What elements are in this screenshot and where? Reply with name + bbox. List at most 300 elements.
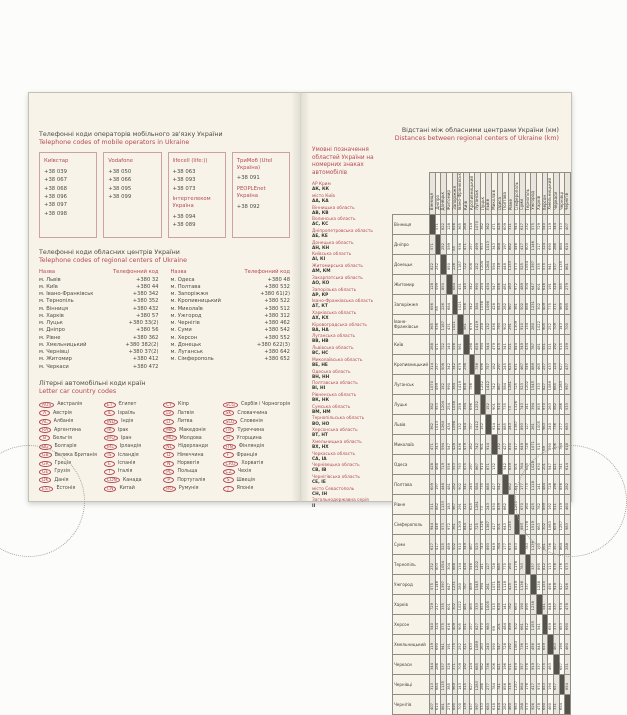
car-country-name: Румунія	[178, 486, 199, 492]
distance-value: 1176	[514, 560, 519, 571]
distance-value: 684	[452, 283, 457, 291]
distance-value: 722	[440, 343, 445, 351]
distance-value: 936	[457, 243, 462, 251]
distance-value: 409	[542, 303, 547, 311]
distance-value: 1013	[485, 240, 490, 251]
city-name: м. Черкаси	[39, 363, 69, 370]
distance-value: 489	[446, 543, 451, 551]
legend-item	[312, 487, 386, 497]
car-code-row	[39, 409, 97, 417]
distance-value: 465	[536, 363, 541, 371]
distance-row-header: Сімферополь	[393, 515, 430, 535]
legend-region-codes: ВН, НН	[312, 374, 330, 380]
distance-value: 584	[502, 383, 507, 391]
car-country-name: Японія	[236, 486, 254, 492]
distance-value: 827	[474, 623, 479, 631]
distance-value: 542	[502, 463, 507, 471]
legend-item	[312, 498, 386, 508]
distance-row-header: Київ	[393, 335, 430, 355]
city-phone-code: +380 522	[264, 298, 290, 305]
distance-value: 1419	[474, 320, 479, 331]
car-code-row	[104, 443, 156, 451]
distance-value: 861	[564, 263, 569, 271]
distance-value: 1054	[525, 260, 530, 271]
car-country-name: Данія	[54, 477, 69, 483]
distance-value: 502	[452, 543, 457, 551]
distance-value: 899	[542, 503, 547, 511]
operator-number: +38 089	[172, 222, 196, 229]
distance-value: 407	[564, 223, 569, 231]
distance-value: 1146	[435, 580, 440, 591]
distance-value: 481	[536, 343, 541, 351]
car-code-row	[163, 417, 215, 425]
distance-value: 481	[502, 283, 507, 291]
car-code-badge: FIN	[223, 444, 236, 450]
distance-value: 618	[491, 703, 496, 711]
distance-value: 134	[457, 563, 462, 571]
distance-value: 407	[429, 703, 434, 711]
distance-value: 783	[519, 563, 524, 571]
distance-value: 1309	[514, 320, 519, 331]
distance-value: 899	[508, 623, 513, 631]
distance-cell	[565, 415, 571, 435]
distance-value: 616	[446, 623, 451, 631]
car-code-badge: D	[163, 452, 174, 458]
distance-value: 542	[497, 483, 502, 491]
distance-value: 1054	[440, 560, 445, 571]
distance-value: 297	[497, 363, 502, 371]
distance-value: 1257	[559, 520, 564, 531]
distance-value: 599	[446, 243, 451, 251]
distance-value: 335	[536, 263, 541, 271]
legend-region-codes: АВ, КВ	[312, 210, 329, 216]
legend-item	[312, 346, 386, 356]
distance-value: 544	[485, 343, 490, 351]
distance-value: 119	[547, 223, 552, 231]
distance-value: 853	[514, 543, 519, 551]
city-phone-code: +380 33(2)	[128, 320, 159, 327]
distance-value: 617	[519, 223, 524, 231]
city-codes-header-row	[171, 269, 291, 276]
car-code-row	[223, 459, 290, 467]
distance-value: 974	[559, 603, 564, 611]
legend-region-name: Вінницька область	[312, 205, 355, 211]
car-code-badge: I	[104, 469, 115, 475]
operator-number: +38 039	[44, 168, 67, 175]
car-country-name: Польща	[177, 469, 198, 475]
operator-number: +38 073	[172, 185, 196, 192]
distance-value: 546	[469, 563, 474, 571]
distance-value: 576	[553, 563, 558, 571]
distance-value: 124	[553, 363, 558, 371]
distance-value: 141	[536, 483, 541, 491]
car-code-badge: AUS	[39, 402, 54, 408]
distance-value: 882	[508, 243, 513, 251]
legend-region-name: Рівненська область	[312, 393, 357, 398]
distance-value: 1013	[435, 420, 440, 431]
legend-region-codes: СВ, ІВ	[312, 468, 327, 474]
distance-value: 1231	[530, 300, 535, 311]
distance-value: 176	[559, 563, 564, 571]
legend-region-codes: СА, ІА	[312, 456, 327, 462]
car-code-badge: H	[223, 435, 234, 441]
distance-value: 128	[446, 223, 451, 231]
operator-number: +38 068	[44, 185, 67, 192]
distance-value: 342	[469, 303, 474, 311]
distance-value: 571	[429, 243, 434, 251]
distance-value: 983	[542, 423, 547, 431]
distance-value: 533	[564, 403, 569, 411]
distance-value: 601	[446, 603, 451, 611]
distance-cell	[565, 355, 571, 375]
distance-value: 1155	[530, 620, 535, 631]
distance-value: 1252	[480, 380, 485, 391]
car-code-row	[223, 476, 290, 484]
distance-value: 1283	[559, 380, 564, 391]
distance-value: 775	[502, 563, 507, 571]
distance-value: 1387	[485, 520, 490, 531]
distance-column-header-label: Ужгород	[530, 191, 536, 211]
legend-item	[312, 428, 386, 438]
distance-row-header: Чернігів	[393, 695, 430, 715]
car-code-row	[104, 476, 156, 484]
distance-value: 736	[553, 423, 558, 431]
distance-value: 610	[564, 243, 569, 251]
distance-table-row	[393, 395, 571, 415]
city-name: м. Вінниця	[39, 305, 69, 312]
distance-value: 541	[536, 623, 541, 631]
distance-value: 417	[530, 683, 535, 691]
distance-value: 306	[553, 443, 558, 451]
city-code-row	[39, 335, 159, 342]
distance-table-row	[393, 575, 571, 595]
distance-value: 609	[502, 223, 507, 231]
distance-value: 191	[446, 643, 451, 651]
distance-value: 728	[525, 443, 530, 451]
distance-value: 656	[429, 303, 434, 311]
car-code-row	[223, 468, 290, 476]
distance-value: 617	[429, 543, 434, 551]
city-codes-title-en: Telephone codes of regional centers of Ukraine	[39, 256, 187, 264]
car-code-row	[223, 401, 290, 409]
car-code-row	[104, 459, 156, 467]
distance-value: 328	[553, 283, 558, 291]
distance-value: 331	[564, 663, 569, 671]
distance-value: 243	[508, 423, 513, 431]
city-name: м. Чернівці	[39, 349, 70, 356]
distance-value: 670	[519, 503, 524, 511]
city-phone-code: +380 412	[132, 356, 159, 363]
car-code-row	[104, 409, 156, 417]
legend-region-name: Харківська область	[312, 310, 357, 316]
distance-value: 679	[457, 363, 462, 371]
distance-value: 836	[457, 443, 462, 451]
car-code-badge: LV	[163, 410, 174, 416]
distance-value: 481	[463, 603, 468, 611]
distance-value: 919	[553, 583, 558, 591]
distance-value: 910	[519, 323, 524, 331]
distance-value: 1387	[514, 420, 519, 431]
legend-item	[312, 440, 386, 450]
legend-item	[312, 381, 386, 391]
legend-region-name: Херсонська область	[312, 428, 358, 434]
distance-value: 684	[446, 303, 451, 311]
distance-value: 696	[469, 403, 474, 411]
distance-value: 662	[508, 483, 513, 491]
distance-value: 609	[429, 483, 434, 491]
distance-value: 183	[446, 503, 451, 511]
distance-value: 85	[435, 305, 440, 311]
distance-value: 775	[452, 643, 457, 651]
car-country-name: Греція	[54, 461, 72, 467]
car-code-badge: MK	[163, 427, 176, 433]
operator-boxes	[39, 152, 290, 238]
legend-region-codes: СН, ІН	[312, 491, 328, 497]
car-code-row	[104, 426, 156, 434]
distance-value: 428	[429, 463, 434, 471]
distance-value: 282	[502, 703, 507, 711]
distance-value: 1412	[474, 420, 479, 431]
distance-value: 969	[452, 683, 457, 691]
distance-value: 1264	[440, 420, 445, 431]
distance-value: 297	[469, 463, 474, 471]
car-code-row	[163, 468, 215, 476]
distance-value: 252	[457, 643, 462, 651]
distance-value: 489	[519, 283, 524, 291]
distance-value: 279	[564, 283, 569, 291]
distance-value: 1326	[514, 400, 519, 411]
distance-value: 575	[542, 263, 547, 271]
distance-value: 523	[474, 543, 479, 551]
distance-value: 341	[502, 343, 507, 351]
distance-value: 547	[497, 643, 502, 651]
city-code-row	[39, 306, 159, 313]
operator-number: +38 050	[108, 168, 132, 175]
distance-value: 970	[480, 623, 485, 631]
distance-value: 967	[508, 303, 513, 311]
car-code-row	[223, 485, 290, 493]
distance-value: 919	[530, 663, 535, 671]
distance-row-header: Кропивницький	[393, 355, 430, 375]
car-code-badge: N	[163, 461, 174, 467]
distance-cell	[565, 255, 571, 275]
car-code-badge: CY	[163, 402, 175, 408]
distance-value: 371	[553, 303, 558, 311]
legend-region-name: Сумська область	[312, 404, 351, 410]
distance-value: 695	[564, 303, 569, 311]
city-code-row	[171, 298, 291, 305]
legend-item	[312, 475, 386, 485]
distance-value: 685	[525, 463, 530, 471]
distance-value: 343	[491, 243, 496, 251]
distance-value: 417	[435, 543, 440, 551]
legend-region-name: Одеська область	[312, 369, 351, 375]
legend-region-name: Львівська область	[312, 346, 354, 352]
distance-value: 1063	[547, 520, 552, 531]
distance-value: 822	[429, 263, 434, 271]
legend-region-codes: ВЕ, НЕ	[312, 362, 328, 368]
distance-value: 182	[469, 443, 474, 451]
city-code-row	[39, 313, 159, 320]
distance-value: 217	[536, 243, 541, 251]
operator-name: Київстар	[44, 157, 69, 164]
distance-value: 657	[553, 683, 558, 691]
city-phone-code: +380 512	[264, 305, 290, 312]
legend-region-codes: АК, КК	[312, 187, 329, 193]
distance-value: 335	[440, 603, 445, 611]
distance-value: 280	[530, 323, 535, 331]
distance-table-row	[393, 615, 571, 635]
legend-region-codes: АХ, КХ	[312, 316, 329, 322]
car-codes-column	[163, 401, 215, 493]
car-code-badge: B	[39, 435, 50, 441]
legend-item	[312, 405, 386, 415]
distance-value: 314	[429, 363, 434, 371]
distance-value: 177	[502, 543, 507, 551]
distance-value: 252	[440, 243, 445, 251]
distance-value: 541	[542, 603, 547, 611]
legend-item	[312, 194, 386, 204]
distance-value: 127	[485, 563, 490, 571]
distance-value: 113	[547, 563, 552, 571]
distance-value: 302	[452, 603, 457, 611]
legend-region-name: Донецька область	[312, 240, 354, 246]
distance-value: 853	[559, 623, 564, 631]
city-name: м. Житомир	[39, 356, 72, 363]
legend-item	[312, 416, 386, 426]
distance-value: 268	[429, 343, 434, 351]
distance-table-row	[393, 355, 571, 375]
legend-region-name: Чернівецька область	[312, 463, 360, 469]
distance-value: 434	[485, 283, 490, 291]
distance-value: 427	[502, 443, 507, 451]
distance-value: 252	[435, 263, 440, 271]
distance-title-uk: Відстані між обласними центрами України (км)	[401, 127, 559, 134]
distance-value: 631	[514, 363, 519, 371]
car-code-badge: J	[223, 486, 234, 492]
distance-value: 321	[463, 643, 468, 651]
car-code-row	[163, 459, 215, 467]
car-country-name: Іспанія	[117, 461, 136, 467]
distance-row-header: Херсон	[393, 615, 430, 635]
distance-value: 839	[508, 463, 513, 471]
operator-number: +38 094	[172, 213, 196, 220]
operator-number: +38 091	[236, 175, 260, 182]
distance-value: 1176	[525, 520, 530, 531]
distance-value: 428	[491, 303, 496, 311]
distance-value: 1252	[474, 400, 479, 411]
distance-value: 475	[497, 343, 502, 351]
distance-value: 344	[553, 223, 558, 231]
mobile-codes-title-uk: Телефонні коди операторів мобільного зв'язку України	[39, 131, 223, 138]
distance-value: 556	[497, 283, 502, 291]
distance-value: 661	[519, 623, 524, 631]
car-code-row	[223, 409, 290, 417]
distance-column-header-label: Полтава	[502, 192, 508, 211]
car-country-name: Канада	[122, 477, 142, 483]
distance-value: 858	[463, 383, 468, 391]
distance-value: 460	[564, 643, 569, 651]
car-code-badge: CRO	[223, 461, 239, 467]
distance-value: 291	[508, 323, 513, 331]
distance-table-row	[393, 375, 571, 395]
car-code-badge: LT	[163, 419, 174, 425]
distance-value: 871	[485, 463, 490, 471]
car-code-row	[163, 451, 215, 459]
distance-value: 1146	[530, 240, 535, 251]
car-code-badge: S	[223, 477, 234, 483]
city-code-row	[171, 342, 291, 349]
city-name: м. Рівне	[39, 334, 61, 341]
distance-value: 972	[514, 283, 519, 291]
city-code-row	[39, 364, 159, 371]
distance-value: 1135	[440, 680, 445, 691]
legend-item	[312, 358, 386, 368]
car-country-name: Німеччина	[177, 452, 204, 458]
distance-value: 972	[446, 523, 451, 531]
car-country-name: Словенія	[240, 419, 263, 425]
car-code-badge: MD	[163, 435, 176, 441]
car-country-name: Єгипет	[118, 402, 137, 408]
city-name: м. Івано-Франківськ	[39, 291, 94, 298]
distance-value: 1118	[502, 580, 507, 591]
distance-row-header: Рівне	[393, 495, 430, 515]
city-code-row	[39, 284, 159, 291]
distance-table	[392, 172, 571, 715]
car-code-badge: RA	[39, 427, 51, 433]
distance-value: 735	[480, 483, 485, 491]
distance-value: 670	[508, 543, 513, 551]
distance-value: 143	[457, 683, 462, 691]
distance-value: 141	[480, 563, 485, 571]
car-code-badge: GR	[39, 461, 52, 467]
distance-value: 258	[480, 323, 485, 331]
car-country-name: Сербія і Чорногорія	[241, 402, 291, 408]
distance-value: 428	[452, 443, 457, 451]
distance-diagonal-cell	[565, 695, 571, 715]
distance-value: 540	[429, 623, 434, 631]
distance-table-header-row	[393, 173, 571, 215]
city-phone-code: +380 642	[264, 349, 290, 356]
distance-value: 625	[508, 363, 513, 371]
legend-region-codes: АІ, КІ	[312, 257, 326, 263]
distance-value: 654	[564, 683, 569, 691]
distance-value: 1255	[514, 500, 519, 511]
distance-cell	[565, 635, 571, 655]
car-code-badge: IRL	[104, 444, 117, 450]
car-country-name: Китай	[119, 486, 135, 492]
city-code-row	[171, 356, 291, 363]
city-name: м. Одеса	[170, 276, 195, 283]
legend-item	[312, 229, 386, 239]
distance-row-header: Луганськ	[393, 375, 430, 395]
car-code-badge: SLO	[223, 419, 238, 425]
distance-value: 1136	[519, 580, 524, 591]
car-code-badge: IR	[104, 427, 115, 433]
distance-value: 905	[542, 323, 547, 331]
distance-value: 375	[542, 663, 547, 671]
distance-value: 742	[474, 443, 479, 451]
distance-value: 861	[440, 703, 445, 711]
distance-column-header-label: Луганськ	[474, 190, 480, 211]
distance-value: 784	[491, 683, 496, 691]
car-country-name: Словаччина	[237, 410, 268, 416]
car-code-row	[39, 417, 97, 425]
city-phone-code: +380 622(3)	[256, 341, 290, 348]
city-name: м. Полтава	[170, 283, 201, 290]
car-code-row	[104, 468, 156, 476]
city-code-row	[39, 277, 159, 284]
